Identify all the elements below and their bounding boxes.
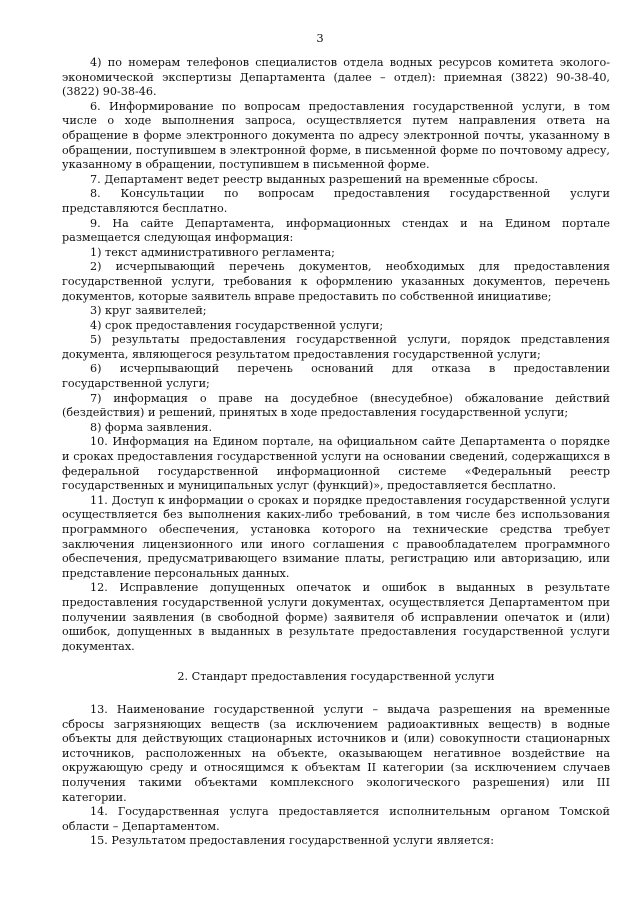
list-item: 8) форма заявления.: [90, 420, 213, 434]
paragraph: 9. На сайте Департамента, информационных стендах и на Едином портале размещается следующая информация:: [62, 216, 610, 245]
list-item: 6) исчерпывающий перечень оснований для отказа в предоставлении государственной услуги;: [62, 362, 610, 391]
paragraph: 8. Консультации по вопросам предоставления государственной услуги представляются бесплатно.: [62, 187, 610, 215]
list-item: 5) результаты предоставления государственной услуги, порядок представления документа, являющегося результатом предоставления государственной услуги;: [62, 333, 610, 361]
paragraph: 4) по номерам телефонов специалистов отдела водных ресурсов комитета эколого-экономической экспертизы Департамента (далее – отдел): приемная (3822) 90-38-40, (3822) 90-38-46.: [62, 56, 610, 99]
paragraph: 6. Информирование по вопросам предоставления государственной услуги, в том числе о ходе выполнения запроса, осуществляется путем направления ответа на обращение в форме электронного документа по адресу электронной почты, указанному в обращении, поступившем в электронной форме, в письменной форме по почтовому адресу, указанному в обращении, поступившем в письменной форме.: [62, 99, 610, 172]
list-item: 7) информация о праве на досудебное (внесудебное) обжалование действий (бездействия) и решений, принятых в ходе предоставления государственной услуги;: [62, 391, 610, 420]
paragraph: 7. Департамент ведет реестр выданных разрешений на временные сбросы.: [90, 172, 539, 186]
paragraph: 13. Наименование государственной услуги – выдача разрешения на временные сбросы загрязняющих веществ (за исключением радиоактивных веществ) в водные объекты для действующих стационарных источников и (или) совокупности стационарных источников, расположенных на объекте, оказывающем негативное воздействие на окружающую среду и относящимся к объектам II категории (за исключением случаев получения такими объектами комплексного экологического разрешения) или III категории.: [62, 702, 610, 804]
paragraph: 11. Доступ к информации о сроках и порядке предоставления государственной услуги осуществляется без выполнения каких-либо требований, в том числе без использования программного обеспечения, установка которого на технические средства требует заключения лицензионного или иного соглашения с правообладателем программного обеспечения, предусматривающего взимание платы, регистрацию или авторизацию, или представление персональных данных.: [62, 493, 610, 580]
paragraph: 10. Информация на Едином портале, на официальном сайте Департамента о порядке и сроках предоставления государственной услуги на основании сведений, содержащихся в федеральной государственной информационной системе «Федеральный реестр государственных и муниципальных услуг (функций)», предоставляется бесплатно.: [62, 435, 610, 493]
list-item: 3) круг заявителей;: [90, 304, 207, 318]
page-number: 3: [316, 31, 324, 45]
paragraph: 14. Государственная услуга предоставляется исполнительным органом Томской области – Департаментом.: [62, 805, 610, 833]
list-item: 4) срок предоставления государственной услуги;: [90, 318, 384, 332]
section-heading: 2. Стандарт предоставления государственной услуги: [177, 670, 495, 684]
paragraph: 15. Результатом предоставления государственной услуги является:: [90, 834, 494, 848]
document-body: [62, 56, 610, 849]
list-item: 1) текст административного регламента;: [90, 245, 335, 259]
paragraph: 12. Исправление допущенных опечаток и ошибок в выданных в результате предоставления государственной услуги документах, осуществляется Департаментом при получении заявления (в свободной форме) заявителя об исправлении опечаток и (или) ошибок, допущенных в выданных в результате предоставления государственной услуги документах.: [62, 581, 610, 653]
list-item: 2) исчерпывающий перечень документов, необходимых для предоставления государственной услуги, требования к оформлению указанных документов, перечень документов, которые заявитель вправе предоставить по собственной инициативе;: [62, 260, 610, 303]
